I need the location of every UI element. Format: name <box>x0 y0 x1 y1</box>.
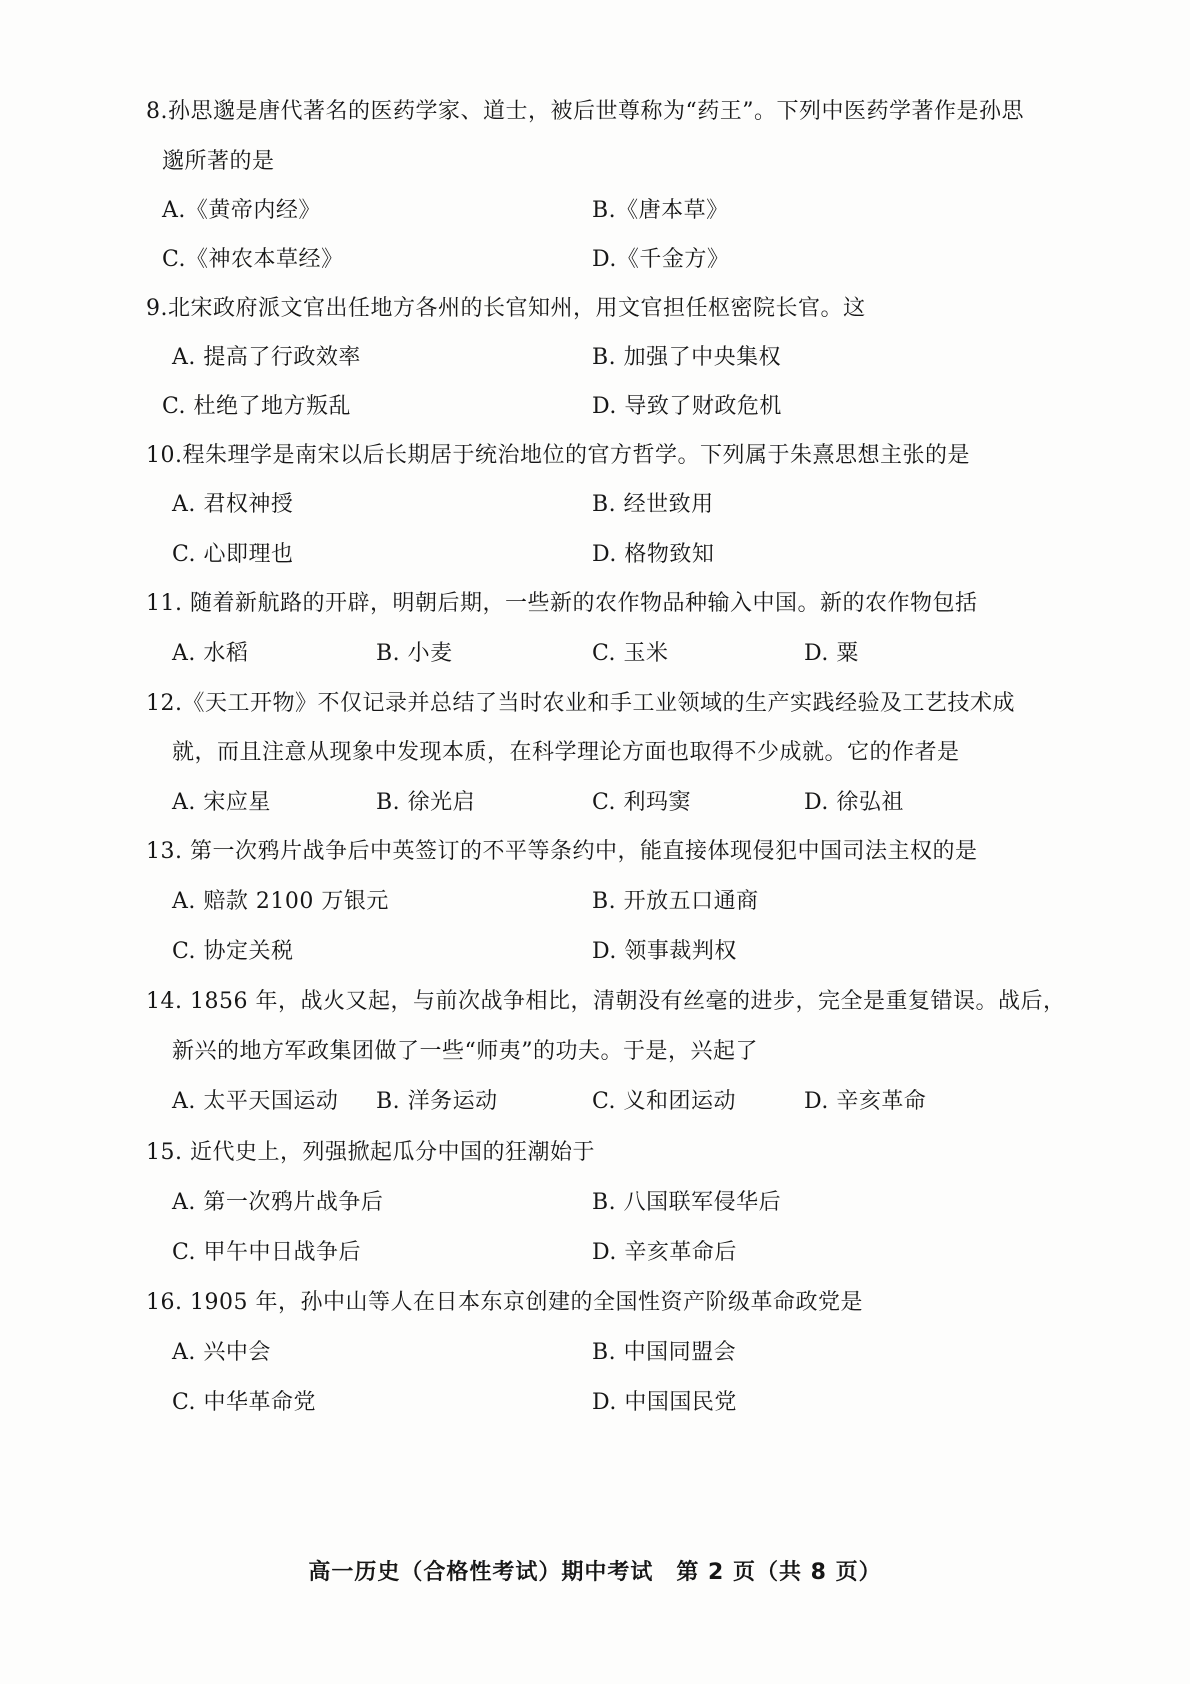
question-14-stem-line-1: 14. 1856 年，战火又起，与前次战争相比，清朝没有丝毫的进步，完全是重复错误。战后， <box>146 989 1066 1014</box>
question-13-option-d: D. 领事裁判权 <box>592 939 737 964</box>
question-9-option-a: A. 提高了行政效率 <box>172 345 361 370</box>
question-9-option-d: D. 导致了财政危机 <box>592 394 782 419</box>
question-8-option-b: B.《唐本草》 <box>592 198 729 223</box>
question-13-option-b: B. 开放五口通商 <box>592 889 759 914</box>
question-14-option-b: B. 洋务运动 <box>376 1089 498 1114</box>
question-12-option-d: D. 徐弘祖 <box>804 790 904 815</box>
question-14-option-c: C. 义和团运动 <box>592 1089 737 1114</box>
question-13-stem-line-1: 13. 第一次鸦片战争后中英签订的不平等条约中，能直接体现侵犯中国司法主权的是 <box>146 839 978 864</box>
question-15-option-c: C. 甲午中日战争后 <box>172 1240 362 1265</box>
question-15-option-a: A. 第一次鸦片战争后 <box>172 1190 384 1215</box>
question-12-option-c: C. 利玛窦 <box>592 790 692 815</box>
question-9-option-b: B. 加强了中央集权 <box>592 345 782 370</box>
question-11-option-d: D. 粟 <box>804 641 859 666</box>
question-8-option-d: D.《千金方》 <box>592 247 730 272</box>
question-11-stem-line-1: 11. 随着新航路的开辟，明朝后期，一些新的农作物品种输入中国。新的农作物包括 <box>146 591 978 616</box>
question-8-stem-line-1: 8.孙思邈是唐代著名的医药学家、道士，被后世尊称为“药王”。下列中医药学著作是孙思 <box>146 99 1024 124</box>
question-10-stem-line-1: 10.程朱理学是南宋以后长期居于统治地位的官方哲学。下列属于朱熹思想主张的是 <box>146 443 970 468</box>
question-15-option-b: B. 八国联军侵华后 <box>592 1190 782 1215</box>
question-10-option-a: A. 君权神授 <box>172 492 294 517</box>
question-8-option-a: A.《黄帝内经》 <box>162 198 321 223</box>
question-14-stem-line-2: 新兴的地方军政集团做了一些“师夷”的功夫。于是，兴起了 <box>172 1039 758 1064</box>
question-12-stem-line-1: 12.《天工开物》不仅记录并总结了当时农业和手工业领域的生产实践经验及工艺技术成 <box>146 691 1015 716</box>
question-14-option-a: A. 太平天国运动 <box>172 1089 339 1114</box>
question-16-option-c: C. 中华革命党 <box>172 1390 317 1415</box>
question-14-option-d: D. 辛亥革命 <box>804 1089 927 1114</box>
question-11-option-b: B. 小麦 <box>376 641 453 666</box>
question-8-stem-line-2: 邈所著的是 <box>162 149 275 174</box>
question-16-option-b: B. 中国同盟会 <box>592 1340 737 1365</box>
question-12-stem-line-2: 就，而且注意从现象中发现本质，在科学理论方面也取得不少成就。它的作者是 <box>172 740 960 765</box>
question-11-option-a: A. 水稻 <box>172 641 249 666</box>
question-13-option-c: C. 协定关税 <box>172 939 294 964</box>
question-16-option-a: A. 兴中会 <box>172 1340 271 1365</box>
question-10-option-d: D. 格物致知 <box>592 542 715 567</box>
question-13-option-a: A. 赔款 2100 万银元 <box>172 889 389 914</box>
question-10-option-b: B. 经世致用 <box>592 492 714 517</box>
page-footer: 高一历史（合格性考试）期中考试 第 2 页（共 8 页） <box>308 1560 882 1585</box>
question-16-option-d: D. 中国国民党 <box>592 1390 737 1415</box>
question-15-option-d: D. 辛亥革命后 <box>592 1240 737 1265</box>
question-15-stem-line-1: 15. 近代史上，列强掀起瓜分中国的狂潮始于 <box>146 1140 595 1165</box>
question-16-stem-line-1: 16. 1905 年，孙中山等人在日本东京创建的全国性资产阶级革命政党是 <box>146 1290 863 1315</box>
question-10-option-c: C. 心即理也 <box>172 542 294 567</box>
question-12-option-b: B. 徐光启 <box>376 790 476 815</box>
question-8-option-c: C.《神农本草经》 <box>162 247 344 272</box>
question-9-option-c: C. 杜绝了地方叛乱 <box>162 394 352 419</box>
question-11-option-c: C. 玉米 <box>592 641 669 666</box>
question-9-stem-line-1: 9.北宋政府派文官出任地方各州的长官知州，用文官担任枢密院长官。这 <box>146 296 866 321</box>
question-12-option-a: A. 宋应星 <box>172 790 271 815</box>
